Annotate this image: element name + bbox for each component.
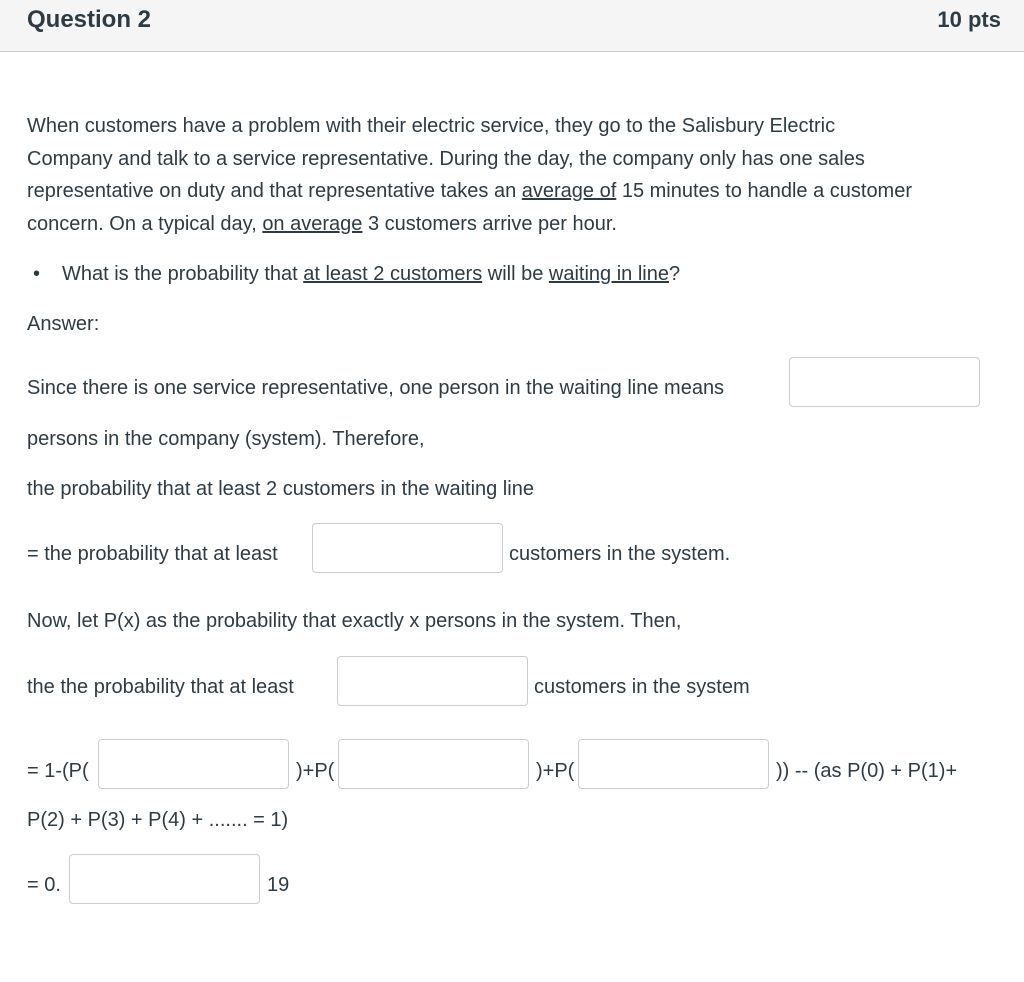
blank-input-5[interactable] bbox=[338, 739, 529, 789]
question-header bbox=[0, 0, 1024, 52]
answer-sentence-3: the probability that at least 2 customers in the waiting line bbox=[27, 478, 534, 500]
question-line-2: Company and talk to a service representative. During the day, the company only has one sales bbox=[27, 147, 865, 170]
answer-sentence-6-pre: the the probability that at least bbox=[27, 676, 294, 698]
answer-sentence-1: Since there is one service representative, one person in the waiting line means bbox=[27, 377, 725, 399]
question-points: 10 pts bbox=[937, 7, 1001, 32]
answer-sentence-4-pre: = the probability that at least bbox=[27, 543, 278, 565]
answer-label: Answer: bbox=[27, 313, 100, 335]
question-text bbox=[27, 110, 1002, 240]
final-answer-post: 19 bbox=[267, 874, 290, 896]
answer-sentence-2: persons in the company (system). Therefore, bbox=[27, 428, 425, 450]
equation-part-d: )) -- (as P(0) + P(1)+ bbox=[776, 760, 958, 782]
answer-sentence-6-post: customers in the system bbox=[534, 676, 750, 698]
final-answer-pre: = 0. bbox=[27, 874, 61, 896]
answer-sentence-5: Now, let P(x) as the probability that exactly x persons in the system. Then, bbox=[27, 610, 682, 632]
question-line-3: representative on duty and that representative takes an average of 15 minutes to handle a customer bbox=[27, 180, 913, 202]
equation-part-b: )+P( bbox=[296, 760, 335, 782]
bullet-icon: • bbox=[33, 263, 41, 285]
blank-input-2[interactable] bbox=[312, 523, 503, 573]
blank-input-6[interactable] bbox=[578, 739, 769, 789]
question-line-1: When customers have a problem with their electric service, they go to the Salisbury Electric bbox=[27, 115, 836, 137]
blank-input-3[interactable] bbox=[337, 656, 528, 706]
question-line-4: concern. On a typical day, on average 3 customers arrive per hour. bbox=[27, 212, 617, 235]
blank-input-1[interactable] bbox=[789, 357, 980, 407]
question-title: Question 2 bbox=[27, 6, 152, 33]
equation-continuation: P(2) + P(3) + P(4) + ....... = 1) bbox=[27, 809, 289, 831]
equation-part-c: )+P( bbox=[536, 760, 575, 782]
equation-part-a: = 1-(P( bbox=[27, 760, 89, 782]
blank-input-7[interactable] bbox=[69, 854, 260, 904]
question-bullet: What is the probability that at least 2 customers will be waiting in line? bbox=[62, 263, 681, 285]
answer-sentence-4-post: customers in the system. bbox=[509, 543, 731, 565]
blank-input-4[interactable] bbox=[98, 739, 289, 789]
